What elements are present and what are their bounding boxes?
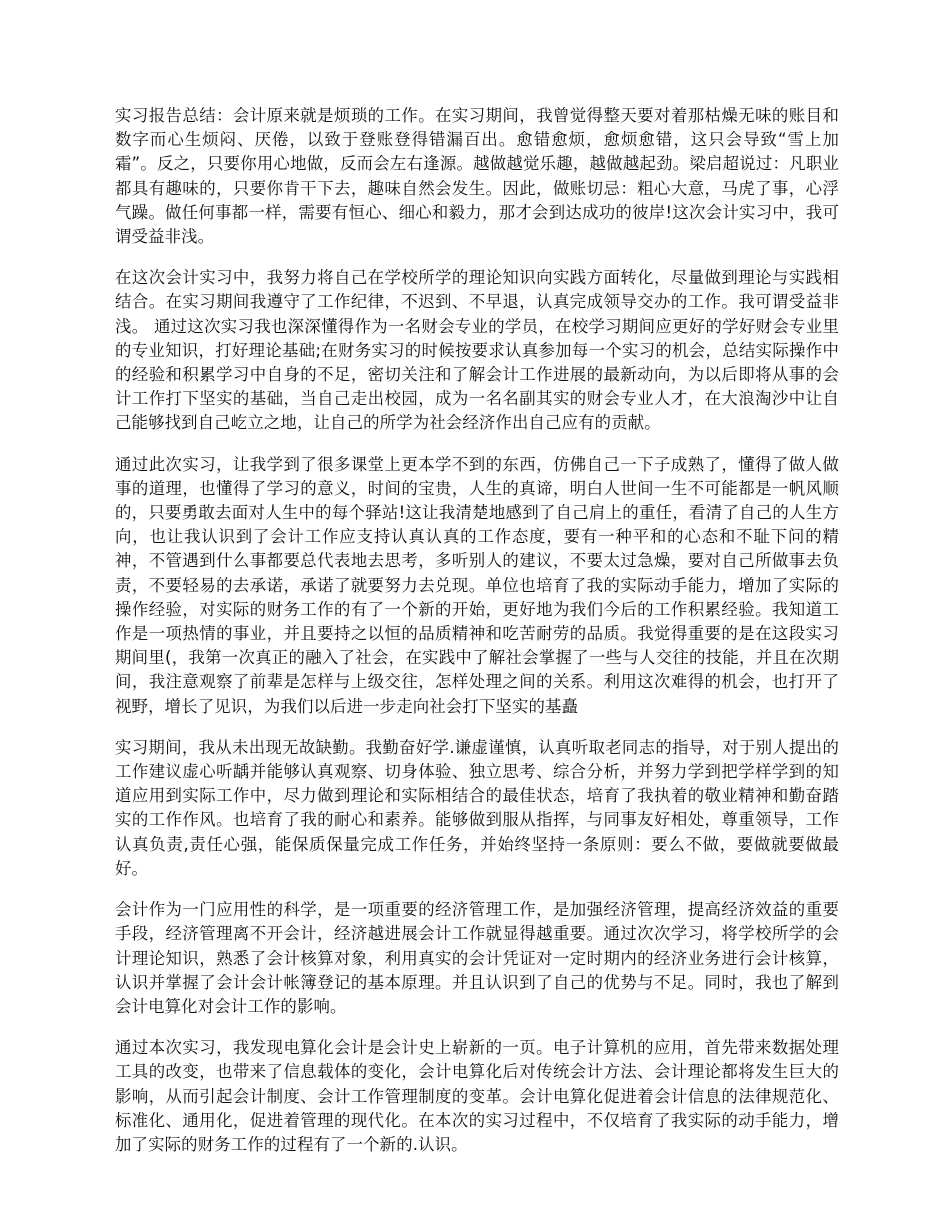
paragraph-5: 会计作为一门应用性的科学，是一项重要的经济管理工作，是加强经济管理，提高经济效益的重要手段，经济管理离不开会计，经济越进展会计工作就显得越重要。通过次次学习，将学校所学的会计理论知识，熟悉了会计核算对象，利用真实的会计凭证对一定时期内的经济业务进行会计核算，认识并掌握了会计会计帐簿登记的基本原理。并且认识到了自己的优势与不足。同时，我也了解到会计电算化对会计工作的影响。 [115,900,839,1016]
document-body [115,104,839,1174]
paragraph-4: 实习期间，我从未出现无故缺勤。我勤奋好学.谦虚谨慎，认真听取老同志的指导，对于别人提出的工作建议虚心听龋并能够认真观察、切身体验、独立思考、综合分析，并努力学到把学样学到的知道应用到实际工作中，尽力做到理论和实际相结合的最佳状态，培育了我执着的敬业精神和勤奋踏实的工作作风。也培育了我的耐心和素养。能够做到服从指挥，与同事友好相处，尊重领导，工作认真负责,责任心强，能保质保量完成工作任务，并始终坚持一条原则：要么不做，要做就要做最好。 [115,737,839,878]
paragraph-6: 通过本次实习，我发现电算化会计是会计史上崭新的一页。电子计算机的应用，首先带来数据处理工具的改变，也带来了信息载体的变化，会计电算化后对传统会计方法、会计理论都将发生巨大的影响，从而引起会计制度、会计工作管理制度的变革。会计电算化促进着会计信息的法律规范化、标准化、通用化，促进着管理的现代化。在本次的实习过程中，不仅培育了我实际的动手能力，增加了实际的财务工作的过程有了一个新的.认识。 [115,1038,839,1154]
paragraph-1: 实习报告总结：会计原来就是烦琐的工作。在实习期间，我曾觉得整天要对着那枯燥无味的账目和数字而心生烦闷、厌倦，以致于登账登得错漏百出。愈错愈烦，愈烦愈错，这只会导致“雪上加霜”。反之，只要你用心地做，反而会左右逢源。越做越觉乐趣，越做越起劲。梁启超说过：凡职业都具有趣味的，只要你肯干下去，趣味自然会发生。因此，做账切忌：粗心大意，马虎了事，心浮气躁。做任何事都一样，需要有恒心、细心和毅力，那才会到达成功的彼岸!这次会计实习中，我可谓受益非浅。 [115,106,839,247]
paragraph-2: 在这次会计实习中，我努力将自己在学校所学的理论知识向实践方面转化，尽量做到理论与实践相结合。在实习期间我遵守了工作纪律，不迟到、不早退，认真完成领导交办的工作。我可谓受益非浅。 通过这次实习我也深深懂得作为一名财会专业的学员，在校学习期间应更好的学好财会专业里的专业知识，打好理论基础;在财务实习的时候按要求认真参加每一个实习的机会，总结实际操作中的经验和积累学习中自身的不足，密切关注和了解会计工作进展的最新动向，为以后即将从事的会计工作打下坚实的基础，当自己走出校园，成为一名名副其实的财会专业人才，在大浪淘沙中让自己能够找到自己屹立之地，让自己的所学为社会经济作出自己应有的贡献。 [115,268,839,433]
paragraph-3: 通过此次实习，让我学到了很多课堂上更本学不到的东西，仿佛自己一下子成熟了，懂得了做人做事的道理，也懂得了学习的意义，时间的宝贵，人生的真谛，明白人世间一生不可能都是一帆风顺的，只要勇敢去面对人生中的每个驿站!这让我清楚地感到了自己肩上的重任，看清了自己的人生方向，也让我认识到了会计工作应支持认真认真的工作态度，要有一种平和的心态和不耻下问的精神，不管遇到什么事都要总代表地去思考，多听别人的建议，不要太过急燥，要对自己所做事去负责，不要轻易的去承诺，承诺了就要努力去兑现。单位也培育了我的实际动手能力，增加了实际的操作经验，对实际的财务工作的有了一个新的开始，更好地为我们今后的工作积累经验。我知道工作是一项热情的事业，并且要持之以恒的品质精神和吃苦耐劳的品质。我觉得重要的是在这段实习期间里(，我第一次真正的融入了社会，在实践中了解社会掌握了一些与人交往的技能，并且在次期间，我注意观察了前辈是怎样与上级交往，怎样处理之间的关系。利用这次难得的机会，也打开了视野，增长了见识，为我们以后进一步走向社会打下坚实的基矗 [115,454,839,716]
